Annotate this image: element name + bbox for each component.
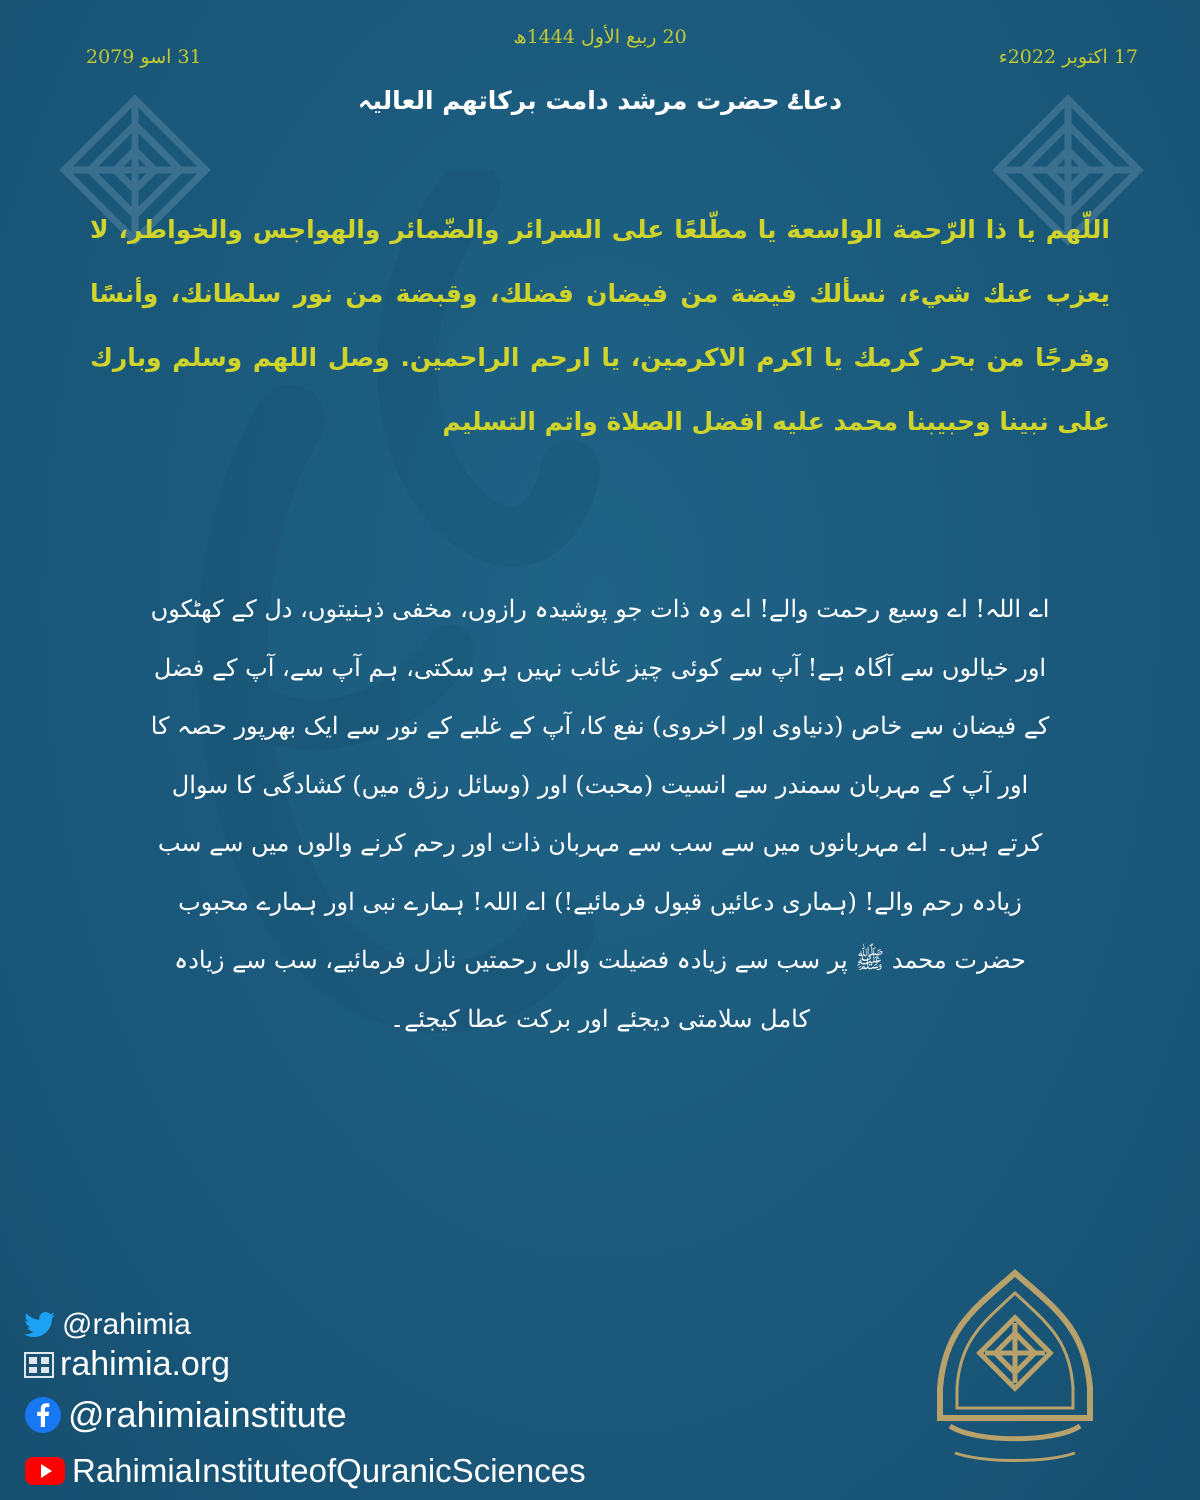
twitter-handle: @rahimia [62,1308,191,1341]
twitter-link[interactable] [24,1308,191,1342]
rahimia-logo-icon [915,1268,1115,1478]
website-icon [24,1352,54,1378]
date-gregorian: 17 اکتوبر 2022ء [998,46,1138,68]
twitter-icon [24,1311,56,1339]
youtube-channel: RahimiaInstituteofQuranicSciences [72,1452,586,1489]
date-bikrami: 31 اسو 2079 [86,46,202,68]
website-url: rahimia.org [60,1345,231,1383]
facebook-icon [24,1396,62,1434]
dua-arabic: اللّھم یا ذا الرّحمة الواسعة یا مطّلعًا علی السرائر والضّمائر والھواجس والخواطر، لا یعزب عنك شيء، نسألك فیضة من فیضان فضلك، وقبضة من نور سلطانك، وأنسًا وفرجًا من بحر كرمك یا اكرم الاكرمین، یا ارحم الراحمین. وصل اللھم وسلم وبارك علی نبینا وحبیبنا محمد علیه افضل الصلاة واتم التسلیم [90,215,1110,436]
facebook-link[interactable] [24,1394,347,1436]
website-link[interactable] [24,1345,230,1384]
dua-urdu-translation: اے اللہ! اے وسیع رحمت والے! اے وہ ذات جو پوشیدہ رازوں، مخفی ذہنیتوں، دل کے کھٹکوں اور خیالوں سے آگاہ ہے! آپ سے کوئی چیز غائب نہیں ہو سکتی، ہم آپ سے، آپ کے فضل کے فیضان سے خاص (دنیاوی اور اخروی) نفع کا، آپ کے غلبے کے نور سے ایک بھرپور حصہ کا اور آپ کے مہربان سمندر سے انسیت (محبت) اور (وسائل رزق میں) کشادگی کا سوال کرتے ہیں۔ اے مہربانوں میں سے سب سے مہربان ذات اور رحم کرنے والوں میں سے سب زیادہ رحم والے! (ہماری دعائیں قبول فرمائیے!) اے اللہ! ہمارے نبی اور ہمارے محبوب حضرت محمد ﷺ پر سب سے زیادہ فضیلت والی رحمتیں نازل فرمائیے، سب سے زیادہ کامل سلامتی دیجئے اور برکت عطا کیجئے۔ [150,595,1050,1033]
facebook-handle: @rahimiainstitute [68,1394,347,1435]
page-title: دعاۓ حضرت مرشد دامت برکاتھم العالیہ [357,86,843,115]
date-hijri: 20 ربیع الأول 1444ھ [513,26,687,48]
youtube-link[interactable] [24,1452,586,1490]
youtube-icon [24,1456,66,1486]
